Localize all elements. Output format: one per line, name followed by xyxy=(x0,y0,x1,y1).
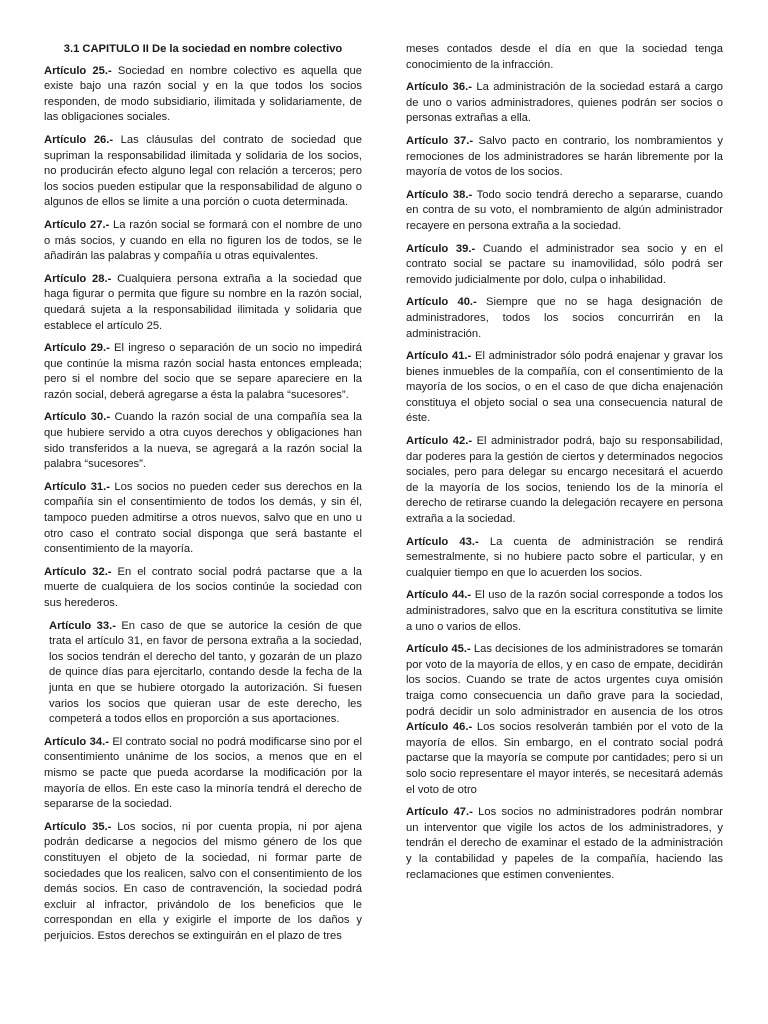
article-paragraph xyxy=(44,565,362,612)
article-label: Artículo 31.- xyxy=(44,480,110,493)
article-paragraph xyxy=(406,188,723,235)
article-paragraph xyxy=(44,272,362,334)
article-text: Sociedad en nombre colectivo es aquella que existe bajo una razón social y en la que todos los socios responden, de modo subsidiario, ilimitada y solidariamente, de las obligaciones sociales. xyxy=(44,64,363,124)
article-paragraph xyxy=(44,410,362,472)
article-label: Artículo 47.- xyxy=(406,806,473,819)
article-label: Artículo 42.- xyxy=(406,435,473,448)
article-paragraph xyxy=(406,295,723,342)
article-text: Cuando el administrador sea socio y en el contrato social se pactare su inamovilidad, sólo podrá ser removido judicialmente por dolo, culpa o inhabilidad. xyxy=(406,242,724,286)
article-text: Salvo pacto en contrario, los nombramientos y remociones de los administradores se harán libremente por la mayoría de votos de los socios. xyxy=(406,134,723,179)
chapter-heading: 3.1 CAPITULO II De la sociedad en nombre colectivo xyxy=(63,43,343,55)
article-paragraph xyxy=(44,64,362,126)
article-label: Artículo 33.- xyxy=(49,619,116,632)
right-column xyxy=(406,42,723,890)
article-label: Artículo 36.- xyxy=(406,81,472,94)
article-label: Artículo 26.- xyxy=(44,133,114,146)
article-label: Artículo 35.- xyxy=(44,820,112,833)
article-text: Cuando la razón social de una compañía sea la que hubiere servido a otra cuyos derechos y obligaciones han sido transferidos a la nueva, se agregará a la razón social la palabra “sucesores”. xyxy=(44,411,362,471)
article-text: Los socios no administradores podrán nombrar un interventor que vigile los actos de los administradores, y tendrán el derecho de examinar el estado de la administración y la contabilidad y papeles de la compañía, haciendo las reclamaciones que estimen convenientes. xyxy=(406,806,723,881)
article-paragraph xyxy=(44,820,362,945)
article-text: El ingreso o separación de un socio no impedirá que continúe la misma razón social hasta entonces empleada; pero si el nombre del socio que se separe apareciere en la razón social, deberá agregarse a ésta la palabra “sucesores”. xyxy=(44,342,362,401)
article-paragraph xyxy=(406,434,723,528)
article-text: Todo socio tendrá derecho a separarse, cuando en contra de su voto, el nombramiento de algún administrador recayere en persona extraña a la sociedad. xyxy=(406,188,723,232)
article-label: Artículo 43.- xyxy=(406,535,479,548)
article-label: Artículo 38.- xyxy=(406,188,473,201)
article-text: En caso de que se autorice la cesión de que trata el artículo 31, en favor de persona extraña a la sociedad, los socios tendrán el derecho del tanto, y gozarán de un plazo de quince días para ejercitarlo, contando desde la fecha de la junta en que se hubiere otorgado la autorización. Si fuesen varios los socios que quieran usar de este derecho, les competerá a todos ellos en proporción a sus aportaciones. xyxy=(49,619,363,726)
article-label: Artículo 37.- xyxy=(406,134,474,147)
article-text: Las cláusulas del contrato de sociedad que supriman la responsabilidad ilimitada y solidaria de los socios, no producirán efecto alguno legal con relación a terceros; pero los socios pueden estipular que la responsabilidad de alguno o algunos de ellos se limite a una porción o cuota determinada. xyxy=(44,133,362,209)
article-label: Artículo 44.- xyxy=(406,589,472,602)
article-text: La razón social se formará con el nombre de uno o más socios, y cuando en ella no figuren los de todos, se le añadirán las palabras y compañía u otras equivalentes. xyxy=(44,218,362,263)
continuation-paragraph: meses contados desde el día en que la sociedad tenga conocimiento de la infracción. xyxy=(406,43,723,71)
article-text: El administrador sólo podrá enajenar y gravar los bienes inmuebles de la compañía, con el consentimiento de la mayoría de los socios, o en el caso de que dicha enajenación constituya el objeto social o sea una consecuencia natural de éste. xyxy=(406,350,724,425)
article-text: Los socios no pueden ceder sus derechos en la compañía sin el consentimiento de todos los demás, y sin él, tampoco pueden admitirse a otros nuevos, salvo que en uno u otro caso el contrato social disponga que será bastante el consentimiento de la mayoría. xyxy=(44,480,362,556)
article-text: Los socios resolverán también por el voto de la mayoría de ellos. Sin embargo, en el contrato social podrá pactarse que la mayoría se compute por cantidades; pero si un solo socio representare el mayor interés, se necesitará además el voto de otro xyxy=(406,721,724,796)
article-label: Artículo 25.- xyxy=(44,64,112,77)
article-label: Artículo 39.- xyxy=(406,242,476,255)
article-paragraph xyxy=(44,218,362,265)
article-label: Artículo 27.- xyxy=(44,218,110,231)
article-paragraph xyxy=(406,805,723,883)
article-label: Artículo 45.- xyxy=(406,643,471,656)
article-label: Artículo 30.- xyxy=(44,411,111,424)
article-paragraph xyxy=(44,480,362,558)
article-paragraph xyxy=(406,535,723,582)
left-column xyxy=(44,42,362,951)
article-paragraph xyxy=(406,642,723,798)
article-text: La cuenta de administración se rendirá semestralmente, si no hubiere pacto sobre el particular, y en cualquier tiempo en que lo acuerden los socios. xyxy=(406,535,723,579)
article-paragraph xyxy=(44,735,362,813)
article-paragraph xyxy=(406,80,723,127)
article-label: Artículo 41.- xyxy=(406,350,472,363)
article-text: La administración de la sociedad estará a cargo de uno o varios administradores, quienes podrán ser socios o personas extrañas a ella. xyxy=(406,81,723,125)
article-text: Siempre que no se haga designación de administradores, todos los socios concurrirán en la administración. xyxy=(406,296,724,340)
article-label: Artículo 40.- xyxy=(406,296,477,309)
article-paragraph xyxy=(406,349,723,427)
article-paragraph xyxy=(406,134,723,181)
article-text: El uso de la razón social corresponde a todos los administradores, salvo que en la escritura constitutiva se limite a uno o varios de ellos. xyxy=(406,589,724,633)
article-text: Cualquiera persona extraña a la sociedad que haga figurar o permita que figure su nombre en la razón social, quedará sujeta a la responsabilidad ilimitada y solidaria que establece el artículo 25. xyxy=(44,272,362,332)
article-text: Las decisiones de los administradores se tomarán por voto de la mayoría de ellos, y en caso de empate, decidirán los socios. Cuando se trate de actos urgentes cuya omisión traiga como consecuencia un daño grave para la sociedad, podrá decidir un solo administrador en ausencia de los otros xyxy=(406,643,723,718)
article-label: Artículo 29.- xyxy=(44,342,110,355)
article-label: Artículo 32.- xyxy=(44,565,112,578)
article-paragraph xyxy=(44,619,362,728)
article-paragraph xyxy=(44,341,362,403)
article-label: Artículo 28.- xyxy=(44,272,112,285)
article-label: Artículo 46.- xyxy=(406,721,473,734)
article-text: El administrador podrá, bajo su responsabilidad, dar poderes para la gestión de ciertos y determinados negocios sociales, pero para delegar su encargo necesitará el acuerdo de la mayoría de los socios, teniendo los de la minoría el derecho de retirarse cuando la delegación recayere en persona extraña a la sociedad. xyxy=(406,435,723,526)
article-text: Los socios, ni por cuenta propia, ni por ajena podrán dedicarse a negocios del mismo género de los que constituyen el objeto de la sociedad, ni formar parte de sociedades que los realicen, salvo con el consentimiento de los demás socios. En caso de contravención, la sociedad podrá excluir al infractor, privándolo de los beneficios que le correspondan en ella y exigirle el importe de los daños y perjuicios. Estos derechos se extinguirán en el plazo de tres xyxy=(44,820,362,942)
article-label: Artículo 34.- xyxy=(44,735,109,748)
article-paragraph xyxy=(44,133,362,211)
article-text: En el contrato social podrá pactarse que a la muerte de cualquiera de los socios continúe la sociedad con sus herederos. xyxy=(44,565,363,609)
article-text: El contrato social no podrá modificarse sino por el consentimiento unánime de los socios, a menos que en el mismo se pacte que pueda acordarse la modificación por la mayoría de ellos. En este caso la minoría tendrá el derecho de separarse de la sociedad. xyxy=(44,735,363,811)
article-paragraph xyxy=(406,242,723,289)
article-paragraph xyxy=(406,588,723,635)
